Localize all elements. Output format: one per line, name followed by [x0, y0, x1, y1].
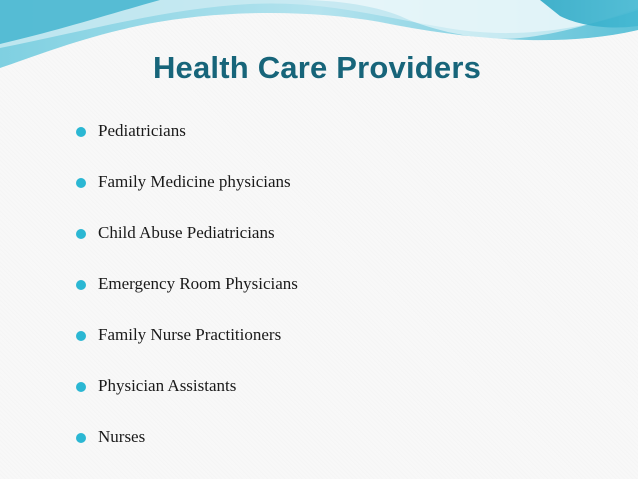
list-item-text: Child Abuse Pediatricians: [98, 223, 275, 242]
bullet-icon: [76, 127, 86, 137]
bullet-icon: [76, 280, 86, 290]
slide-title: [0, 50, 638, 86]
list-item-text: Family Nurse Practitioners: [98, 325, 282, 344]
bullet-icon: [76, 331, 86, 341]
list-item-text: Emergency Room Physicians: [98, 274, 298, 293]
bullet-icon: [76, 382, 86, 392]
bullet-icon: [76, 229, 86, 239]
list-item-text: Nurses: [98, 427, 146, 446]
list-item-text: Family Medicine physicians: [98, 172, 291, 191]
list-item-text: Pediatricians: [98, 121, 186, 140]
bullet-icon: [76, 178, 86, 188]
list-item-text: Physician Assistants: [98, 376, 237, 395]
bullet-icon: [76, 433, 86, 443]
slide-title-text: Health Care Providers: [152, 50, 482, 85]
